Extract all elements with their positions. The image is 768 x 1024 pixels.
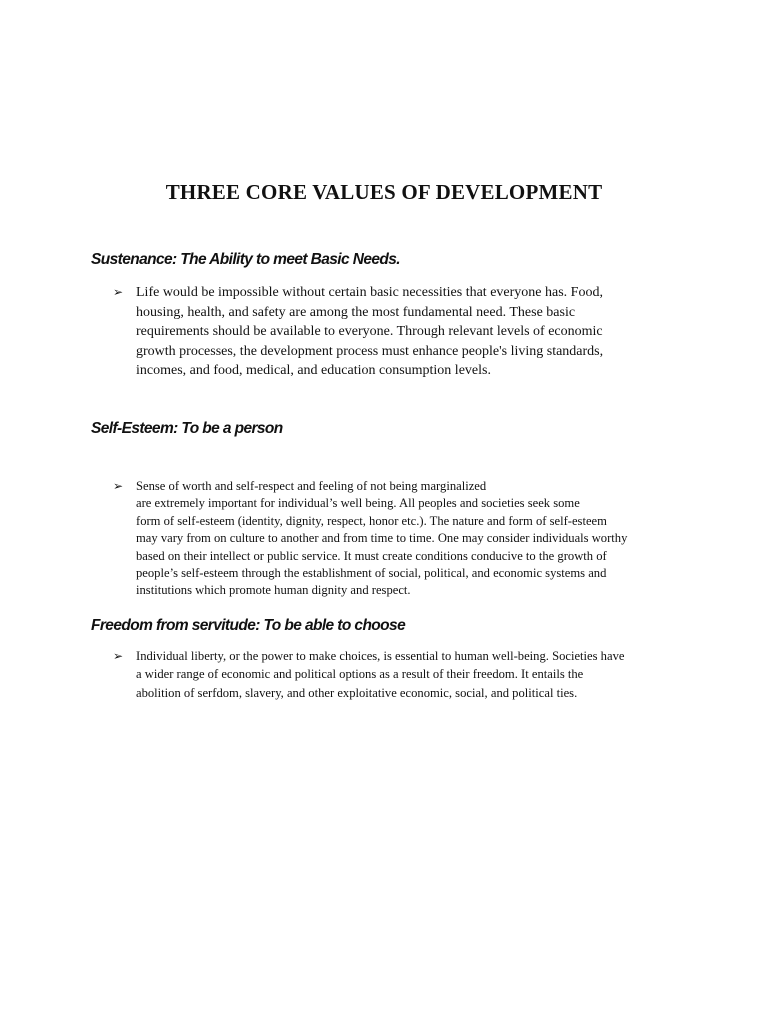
- paragraph-line: a wider range of economic and political options as a result of their freedom. It entails the: [136, 667, 584, 682]
- arrow-bullet-icon: ➢: [113, 285, 124, 299]
- paragraph-line: form of self-esteem (identity, dignity, respect, honor etc.). The nature and form of self-esteem: [136, 513, 607, 528]
- section-heading-freedom: Freedom from servitude: To be able to choose: [91, 617, 406, 634]
- paragraph-line: requirements should be available to everyone. Through relevant levels of economic: [136, 324, 603, 339]
- bullet-paragraph: [136, 283, 653, 381]
- paragraph-line: Individual liberty, or the power to make choices, is essential to human well-being. Societies have: [136, 649, 625, 663]
- section-heading-self-esteem: Self-Esteem: To be a person: [91, 420, 283, 437]
- paragraph-line: people’s self-esteem through the establishment of social, political, and economic systems and: [136, 566, 607, 581]
- paragraph-line: institutions which promote human dignity and respect.: [136, 583, 411, 598]
- arrow-bullet-icon: ➢: [113, 479, 124, 493]
- bullet-paragraph: [136, 478, 653, 600]
- arrow-bullet-icon: ➢: [113, 649, 124, 663]
- bullet-item-freedom: [113, 647, 653, 702]
- paragraph-line: may vary from on culture to another and from time to time. One may consider individuals worthy: [136, 531, 628, 546]
- bullet-item-self-esteem: [113, 478, 653, 600]
- bullet-paragraph: [136, 647, 653, 702]
- paragraph-line: Life would be impossible without certain basic necessities that everyone has. Food,: [136, 285, 603, 300]
- paragraph-line: are extremely important for individual’s well being. All peoples and societies seek some: [136, 496, 580, 511]
- paragraph-line: abolition of serfdom, slavery, and other exploitative economic, social, and political ties.: [136, 685, 578, 700]
- section-heading-sustenance: Sustenance: The Ability to meet Basic Needs.: [91, 251, 400, 268]
- paragraph-line: based on their intellect or public service. It must create conditions conducive to the growth of: [136, 548, 607, 563]
- paragraph-line: housing, health, and safety are among the most fundamental need. These basic: [136, 304, 576, 320]
- paragraph-line: incomes, and food, medical, and education consumption levels.: [136, 363, 491, 378]
- paragraph-line: growth processes, the development process must enhance people's living standards,: [136, 343, 604, 359]
- paragraph-line: Sense of worth and self-respect and feeling of not being marginalized: [136, 479, 487, 493]
- bullet-item-sustenance: [113, 283, 653, 381]
- document-title: THREE CORE VALUES OF DEVELOPMENT: [165, 180, 603, 204]
